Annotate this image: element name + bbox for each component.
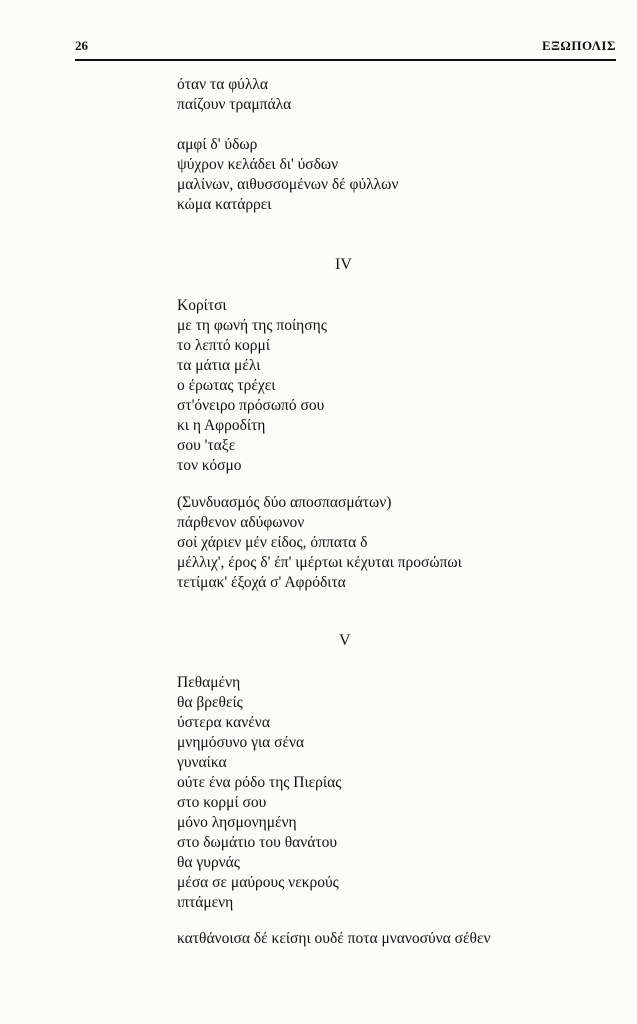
section-heading: V [339, 632, 351, 649]
verse-line: όταν τα φύλλα [177, 76, 268, 93]
section-4-poem [177, 296, 617, 476]
verse-line: μνημόσυνο για σένα [177, 734, 305, 751]
section-4-fragment [177, 493, 617, 593]
verse-line: ύστερα κανένα [177, 714, 270, 731]
verse-line: σου 'ταξε [177, 437, 236, 454]
verse-line: τον κόσμο [177, 457, 242, 474]
verse-line: ο έρωτας τρέχει [177, 377, 276, 394]
verse-line: ιπτάμενη [177, 894, 234, 911]
stanza-2 [177, 135, 617, 215]
section-5-poem [177, 673, 617, 913]
verse-line: παίζουν τραμπάλα [177, 96, 292, 113]
verse-line: (Συνδυασμός δύο αποσπασμάτων) [177, 494, 392, 511]
running-head: ΕΞΩΠΟΛΙΣ [541, 38, 616, 53]
verse-line: τετίμακ' έξοχά σ' Αφρόδιτα [177, 574, 346, 591]
verse-line: θα γυρνάς [177, 854, 240, 871]
page-number: 26 [75, 38, 88, 53]
verse-line: στο κορμί σου [177, 794, 267, 811]
header-rule [75, 59, 616, 61]
verse-line: σοί χάριεν μέν είδος, όππατα δ [177, 534, 368, 551]
verse-line: γυναίκα [177, 754, 227, 771]
verse-line: μέσα σε μαύρους νεκρούς [177, 874, 339, 891]
verse-line: αμφί δ' ύδωρ [177, 136, 258, 153]
poem-body [177, 75, 617, 949]
verse-line: μαλίνων, αιθυσσομένων δέ φύλλων [177, 176, 399, 193]
verse-line: κώμα κατάρρει [177, 196, 272, 213]
section-heading: IV [335, 256, 352, 273]
verse-line: στ'όνειρο πρόσωπό σου [177, 397, 325, 414]
page-header [75, 34, 616, 58]
stanza-1 [177, 75, 617, 115]
verse-line: στο δωμάτιο του θανάτου [177, 834, 338, 851]
verse-line: πάρθενον αδύφωνον [177, 514, 305, 531]
verse-line: κι η Αφροδίτη [177, 417, 266, 434]
verse-line: Κορίτσι [177, 297, 227, 314]
closing-line: κατθάνοισα δέ κείσηι ουδέ ποτα μνανοσύνα σέθεν [177, 930, 491, 947]
verse-line: Πεθαμένη [177, 674, 241, 691]
verse-line: θα βρεθείς [177, 694, 243, 711]
verse-line: μόνο λησμονημένη [177, 814, 297, 831]
verse-line: το λεπτό κορμί [177, 337, 270, 354]
verse-line: με τη φωνή της ποίησης [177, 317, 327, 334]
verse-line: μέλλιχ', έρος δ' έπ' ιμέρτωι κέχυται προσώπωι [177, 554, 462, 571]
verse-line: ούτε ένα ρόδο της Πιερίας [177, 774, 342, 791]
verse-line: ψύχρον κελάδει δι' ύσδων [177, 156, 339, 173]
verse-line: τα μάτια μέλι [177, 357, 261, 374]
